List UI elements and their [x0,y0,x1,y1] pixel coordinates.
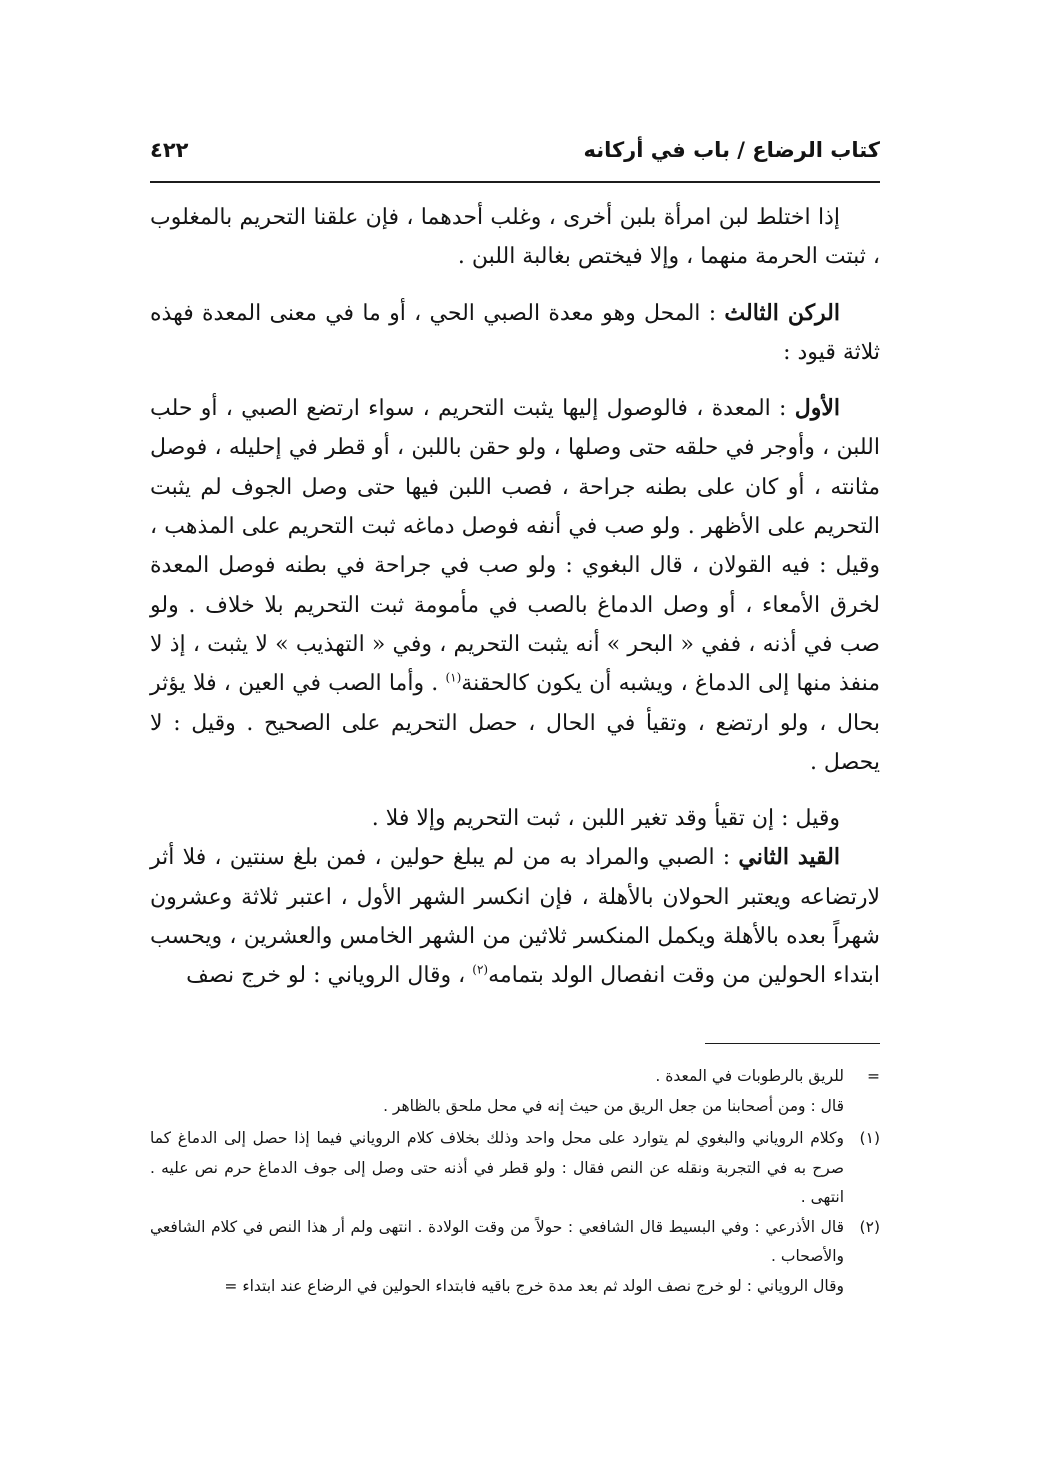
main-text [150,198,880,996]
paragraph-third-pillar: الركن الثالث : المحل وهو معدة الصبي الحي ، أو ما في معنى المعدة فهذه ثلاثة قيود : [150,299,880,365]
footnotes [150,1062,880,1304]
continuation-mark: = [867,1067,880,1085]
paragraph-vomit-opinion: وقيل : إن تقيأ وقد تغير اللبن ، ثبت التحريم وإلا فلا . [371,806,840,832]
footnote-divider [705,1043,880,1044]
footnote-2-mark: (٢) [859,1217,880,1236]
paragraph-mixed-milk: إذا اختلط لبن امرأة بلبن أخرى ، وغلب أحدهما ، فإن علقنا التحريم بالمغلوب ، ثبتت الحرمة منهما ، وإلا فيختص بغالبة اللبن . [150,205,880,270]
paragraph-first-condition: الأول : المعدة ، فالوصول إليها يثبت التحريم ، سواء ارتضع الصبي ، أو حلب اللبن ، وأوجر في حلقه حتى وصلها ، ولو حقن باللبن ، أو قطر في إحليله ، فوصل مثانته ، أو كان على بطنه جراحة ، فصب اللبن فيها حتى وصل الجوف لم يثبت التحريم على الأظهر . ولو صب في أنفه فوصل دماغه ثبت التحريم على المذهب ، وقيل : فيه القولان ، قال البغوي : ولو صب في جراحة في بطنه فوصل المعدة لخرق الأمعاء ، أو وصل الدماغ بالصب في مأمومة ثبت التحريم بلا خلاف . ولو صب في أذنه ، ففي « البحر » أنه يثبت التحريم ، وفي « التهذيب » لا يثبت ، إذ لا منفذ منها إلى الدماغ ، ويشبه أن يكون كالحقنة$^{(١)}$ . وأما الصب في العين ، فلا يؤثر بحال ، ولو ارتضع ، وتقيأ في الحال ، حصل التحريم على الصحيح . وقيل : لا يحصل . [150,395,881,775]
header-divider [150,181,880,183]
footnote-ref-1[interactable]: (١) [445,670,462,685]
heading-second-condition: القيد الثاني [738,844,840,871]
chapter-title: كتاب الرضاع / باب في أركانه [583,138,880,162]
paragraph-second-condition: القيد الثاني : الصبي والمراد به من لم يبلغ حولين ، فمن بلغ سنتين ، فلا أثر لارتضاعه ويعتبر الحولان بالأهلة ، فإن انكسر الشهر الأول ، اعتبر ثلاثة وعشرون شهراً بعده بالأهلة ويكمل المنكسر ثلاثين من الشهر الخامس والعشرين ، ويحسب ابتداء الحولين من وقت انفصال الولد بتمامه$^{(٢)}$ ، وقال الروياني : لو خرج نصف [150,844,880,989]
footnote-1-mark: (١) [859,1129,880,1147]
footnote-continuation: = للريق بالرطوبات في المعدة . [150,1062,880,1092]
footnote-continuation-line: قال : ومن أصحابنا من جعل الريق من حيث إنه في محل ملحق بالظاهر . [383,1096,844,1115]
footnote-1: (١) وكلام الروياني والبغوي لم يتوارد على محل واحد وذلك بخلاف كلام الروياني فيما إذا حصل إلى الدماغ كما صرح به في التجربة ونقله عن النص فقال : ولو قطر في أذنه حتى وصل إلى جوف الدماغ حرم نص عليه . انتهى . [150,1124,880,1213]
running-header [150,138,880,182]
heading-third-pillar: الركن الثالث [724,299,841,326]
footnote-ref-2[interactable]: (٢) [472,963,489,978]
footnote-2-continuation: وقال الروياني : لو خرج نصف الولد ثم بعد مدة خرج باقيه فابتداء الحولين في الرضاع عند ابتداء = [224,1276,844,1295]
heading-first-condition: الأول [794,395,840,422]
footnote-2: (٢) قال الأذرعي : وفي البسيط قال الشافعي : حولاً من وقت الولادة . انتهى ولم أر هذا النص في كلام الشافعي والأصحاب . [150,1213,880,1272]
page-number: ٤٢٢ [150,138,189,162]
